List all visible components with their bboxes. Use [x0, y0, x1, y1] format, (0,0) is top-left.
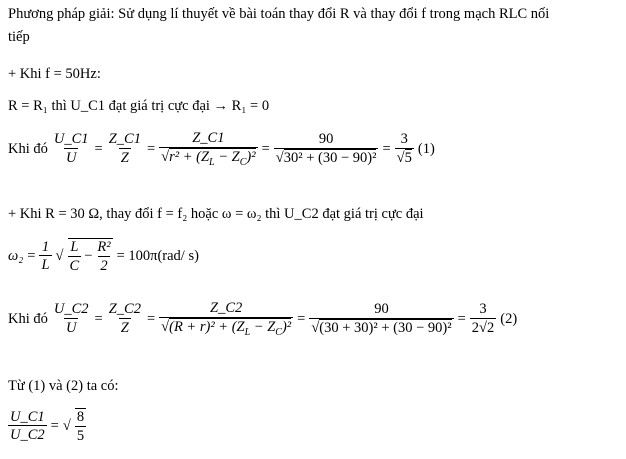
impedance-fraction-1: $\frac{Z\_C1}{√r^2 + (Z_L - Z_C)^2}$: [161, 130, 256, 168]
method-line: Phương pháp giải: Sử dụng lí thuyết về bài toán thay đổi R và thay đổi f trong mạch RLC nối: [8, 6, 550, 22]
ratio-uc2-u: $\frac{U\_C2}{U}$: [53, 301, 89, 337]
equation-3-intro: Khi đó: [8, 310, 48, 327]
impedance-fraction-2: $\frac{Z\_C2}{√(R + r)^2 + (Z_L - Z_C)^2}$: [161, 300, 292, 338]
equation-3: Khi đó $\frac{U\_C2}{U}$ = $\frac{Z\_C2}{Z}$ = $\frac{Z\_C2}{√(R + r)^2 + (Z_L - Z_C)^2}$ = $\frac{90}{\text{√(30 + 30)² + (30 − 90)²}}$ = $\frac{3}{2√2}$ (2): [8, 300, 518, 338]
equation-4: $\frac{U\_C1}{U\_C2}$ = √ $\frac{8}{5}$: [10, 408, 85, 444]
ratio-zc1-z: $\frac{Z\_C1}{Z}$: [108, 131, 141, 167]
numeric-fraction-1: $\frac{90}{\text{√30² + (30 − 90)²}}$: [275, 131, 377, 167]
equation-2: ω₂ = $\frac{1}{L}$ √ $\frac{L}{C}$ − $\frac{\text{R²}}{2}$ = 100π(rad/ s): [8, 238, 199, 274]
result-fraction-2: $\frac{3}{2√2}$: [471, 301, 495, 337]
result-fraction-1: $\frac{3}{√5}$: [396, 131, 412, 167]
ratio-zc2-z: $\frac{Z\_C2}{Z}$: [108, 301, 141, 337]
one-over-l: $\frac{1}{L}$: [41, 238, 50, 274]
method-line-cont: tiếp: [8, 29, 30, 45]
ratio-uc1-u: $\frac{U\_C1}{U}$: [53, 131, 89, 167]
equation-1-intro: Khi đó: [8, 140, 48, 157]
numeric-fraction-2: $\frac{90}{\text{√(30 + 30)² + (30 − 90)²}}$: [311, 301, 452, 337]
sqrt-8-over-5: $\frac{8}{5}$: [76, 409, 85, 444]
equation-1: Khi đó $\frac{U\_C1}{U}$ = $\frac{Z\_C1}{Z}$ = $\frac{Z\_C1}{√r^2 + (Z_L - Z_C)^2}$ = $\frac{90}{\text{√30² + (30 − 90)²}}$ = $\frac{3}{√5}$ (1): [8, 130, 435, 168]
conclusion-heading: Từ (1) và (2) ta có:: [8, 378, 119, 394]
case-f50-condition: R = R₁ thì U_C1 đạt giá trị cực đại → R₁ = 0: [8, 98, 270, 114]
case-r30-heading: + Khi R = 30 Ω, thay đổi f = f₂ hoặc ω = ω₂ thì U_C2 đạt giá trị cực đại: [8, 206, 424, 222]
omega-2-result: = 100π(rad/ s): [116, 247, 199, 264]
case-f50-heading: + Khi f = 50Hz:: [8, 66, 101, 82]
radicand-2: $\frac{L}{C}$ − $\frac{\text{R²}}{2}$: [69, 239, 111, 274]
ratio-uc1-uc2: $\frac{U\_C1}{U\_C2}$: [10, 408, 45, 444]
equation-3-tag: (2): [500, 310, 518, 327]
omega-2: ω₂: [8, 247, 24, 264]
equation-1-tag: (1): [417, 140, 435, 157]
